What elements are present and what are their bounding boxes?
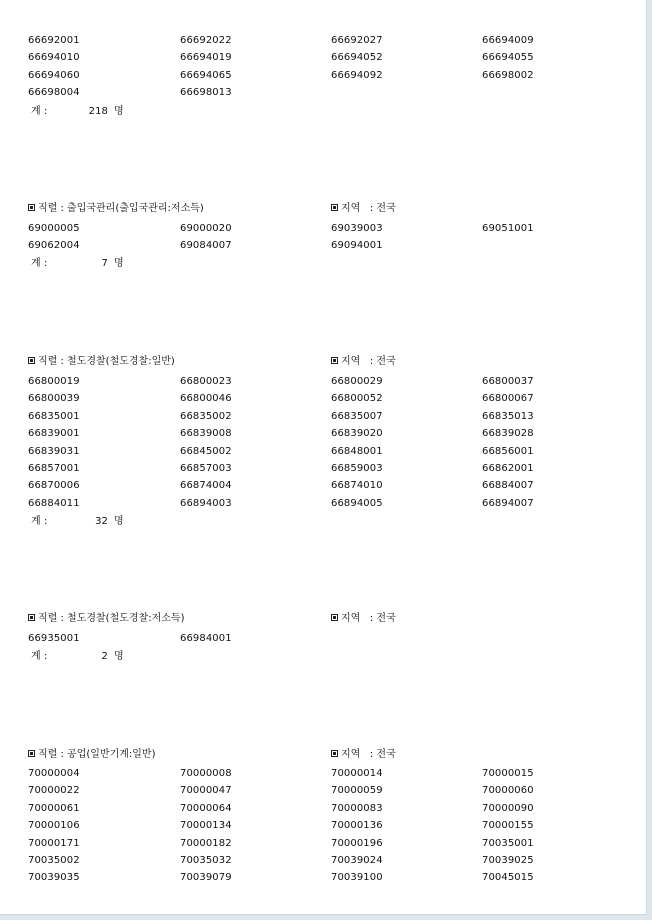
exam-number: 70000004	[28, 768, 80, 779]
total-unit: 명	[114, 516, 124, 527]
square-bullet-icon	[28, 357, 35, 364]
exam-number: 70000106	[28, 820, 80, 832]
exam-number: 66698002	[482, 69, 534, 81]
exam-number: 69051001	[482, 223, 534, 234]
total-label: 계 :	[31, 258, 48, 269]
exam-number: 66874010	[331, 480, 383, 492]
exam-number: 70000047	[180, 785, 232, 797]
exam-number: 66694009	[482, 35, 534, 46]
exam-number: 66835013	[482, 410, 534, 422]
exam-number: 66835001	[28, 410, 80, 422]
square-bullet-icon	[28, 614, 35, 621]
total-count: 7	[101, 258, 108, 269]
exam-number: 70000008	[180, 768, 232, 779]
exam-number: 66694092	[331, 69, 383, 81]
section-title: 직렬 : 출입국관리(출입국관리:저소득)	[38, 203, 204, 214]
exam-number: 69000020	[180, 223, 232, 234]
exam-number: 66800019	[28, 376, 80, 387]
total-unit: 명	[114, 106, 124, 117]
exam-number: 66894007	[482, 497, 534, 509]
total-count: 32	[95, 516, 108, 527]
exam-number: 66694065	[180, 69, 232, 81]
total-count: 218	[88, 106, 108, 117]
section-header-right	[331, 613, 396, 625]
exam-number: 66845002	[180, 445, 232, 457]
square-bullet-icon	[28, 750, 35, 757]
exam-number: 70039025	[482, 855, 534, 866]
exam-number: 70000136	[331, 820, 383, 832]
page-shadow-right	[647, 0, 652, 920]
section-header-left	[28, 203, 204, 215]
exam-number: 66984001	[180, 633, 232, 644]
exam-number: 66692001	[28, 35, 80, 46]
exam-number: 70000060	[482, 785, 534, 797]
section-header-right	[331, 356, 396, 368]
total-unit: 명	[114, 651, 124, 662]
exam-number: 66862001	[482, 463, 534, 474]
exam-number: 66694055	[482, 52, 534, 64]
square-bullet-icon	[331, 204, 338, 211]
section-header-right	[331, 203, 396, 215]
exam-number: 66856001	[482, 445, 534, 457]
exam-number: 66692027	[331, 35, 383, 46]
exam-number: 66857001	[28, 463, 80, 474]
exam-number: 69039003	[331, 223, 383, 234]
exam-number: 66839020	[331, 428, 383, 440]
exam-number: 70000015	[482, 768, 534, 779]
exam-number: 66800046	[180, 393, 232, 405]
exam-number: 70000196	[331, 837, 383, 849]
exam-number: 66839001	[28, 428, 80, 440]
square-bullet-icon	[28, 204, 35, 211]
exam-number: 70000171	[28, 837, 80, 849]
exam-number: 70035032	[180, 855, 232, 866]
exam-number: 70000182	[180, 837, 232, 849]
exam-number: 66884011	[28, 497, 80, 509]
exam-number: 66800037	[482, 376, 534, 387]
section-header-left	[28, 749, 156, 761]
exam-number: 66694052	[331, 52, 383, 64]
exam-number: 70000155	[482, 820, 534, 832]
section-region: 지역 : 전국	[341, 356, 396, 367]
total-label: 계 :	[31, 106, 48, 117]
exam-number: 70000022	[28, 785, 80, 797]
exam-number: 70035001	[482, 837, 534, 849]
section-header-right	[331, 749, 396, 761]
total-count: 2	[101, 651, 108, 662]
page-shadow-bottom	[0, 915, 652, 920]
exam-number: 70000134	[180, 820, 232, 832]
exam-number: 66800039	[28, 393, 80, 405]
section-region: 지역 : 전국	[341, 749, 396, 760]
exam-number: 66894003	[180, 497, 232, 509]
exam-number: 69062004	[28, 240, 80, 252]
exam-number: 66698013	[180, 87, 232, 99]
exam-number: 69084007	[180, 240, 232, 252]
square-bullet-icon	[331, 614, 338, 621]
exam-number: 70000083	[331, 802, 383, 814]
exam-number: 66800067	[482, 393, 534, 405]
exam-number: 70039079	[180, 872, 232, 884]
exam-number: 66698004	[28, 87, 80, 99]
exam-number: 70039035	[28, 872, 80, 884]
exam-number: 70045015	[482, 872, 534, 884]
exam-number: 66835002	[180, 410, 232, 422]
section-header-left	[28, 613, 184, 625]
square-bullet-icon	[331, 750, 338, 757]
exam-number: 66884007	[482, 480, 534, 492]
exam-number: 66848001	[331, 445, 383, 457]
exam-number: 66835007	[331, 410, 383, 422]
exam-number: 70035002	[28, 855, 80, 866]
exam-number: 70039100	[331, 872, 383, 884]
exam-number: 70000059	[331, 785, 383, 797]
exam-number: 66870006	[28, 480, 80, 492]
exam-number: 69000005	[28, 223, 80, 234]
section-title: 직렬 : 철도경찰(철도경찰:일반)	[38, 356, 175, 367]
exam-number: 66839008	[180, 428, 232, 440]
exam-number: 66800052	[331, 393, 383, 405]
total-label: 계 :	[31, 516, 48, 527]
section-region: 지역 : 전국	[341, 203, 396, 214]
section-title: 직렬 : 공업(일반기계:일반)	[38, 749, 156, 760]
exam-number: 70039024	[331, 855, 383, 866]
exam-number: 66800023	[180, 376, 232, 387]
exam-number: 69094001	[331, 240, 383, 252]
section-header-left	[28, 356, 175, 368]
exam-number: 66857003	[180, 463, 232, 474]
exam-number: 66694010	[28, 52, 80, 64]
exam-number: 66874004	[180, 480, 232, 492]
exam-number: 66692022	[180, 35, 232, 46]
exam-number: 66894005	[331, 497, 383, 509]
square-bullet-icon	[331, 357, 338, 364]
total-label: 계 :	[31, 651, 48, 662]
exam-number: 70000014	[331, 768, 383, 779]
exam-number: 70000090	[482, 802, 534, 814]
total-unit: 명	[114, 258, 124, 269]
exam-number: 66859003	[331, 463, 383, 474]
section-title: 직렬 : 철도경찰(철도경찰:저소득)	[38, 613, 185, 624]
section-region: 지역 : 전국	[341, 613, 396, 624]
exam-number: 66694019	[180, 52, 232, 64]
exam-number: 66800029	[331, 376, 383, 387]
exam-number: 66839028	[482, 428, 534, 440]
exam-number: 70000061	[28, 802, 80, 814]
exam-number: 66694060	[28, 69, 80, 81]
exam-number: 70000064	[180, 802, 232, 814]
exam-number: 66839031	[28, 445, 80, 457]
exam-number: 66935001	[28, 633, 80, 644]
